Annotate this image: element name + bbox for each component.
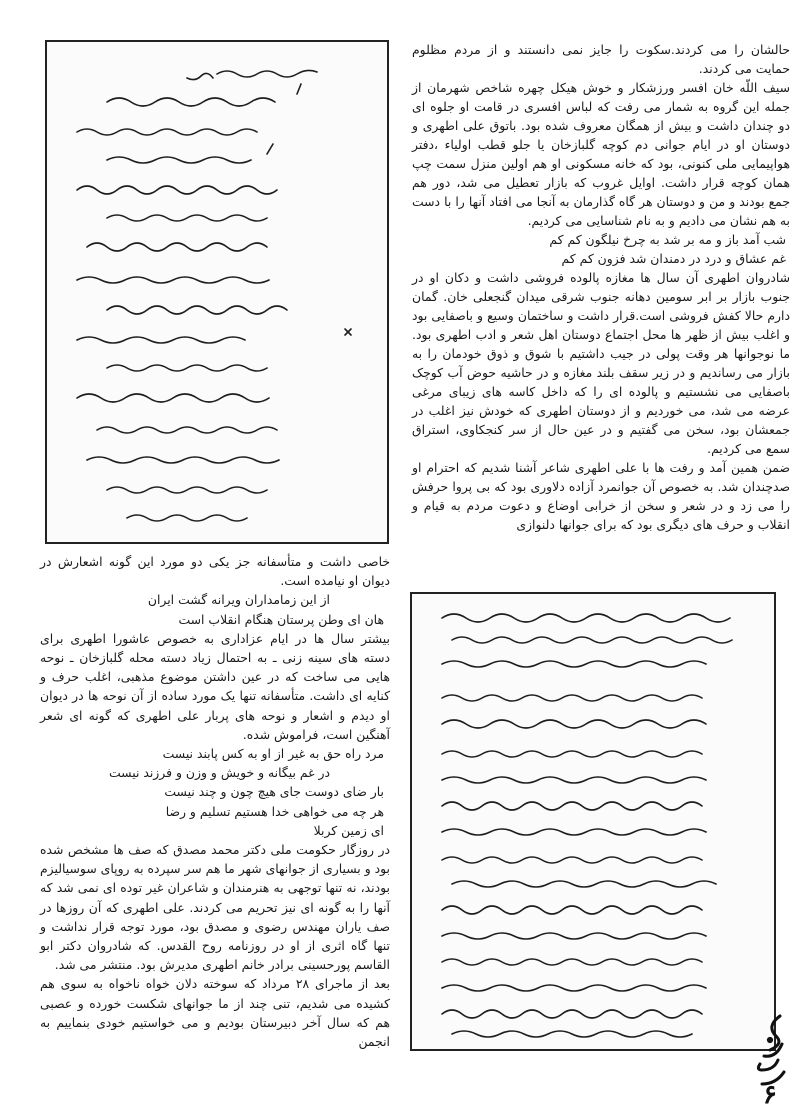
right-text-column bbox=[412, 40, 790, 534]
handwriting-scan-image bbox=[412, 594, 774, 1049]
right-paragraph-4: ضمن همین آمد و رفت ها با علی اطهری شاعر آشنا شدیم که احترام او صدچندان شد. به خصوص آن جوانمرد آزاده دلاوری بود که بی پروا حرفش را می زد و در شعر و سخن از خرابی اوضاع و دعوت مردم به قیام و انقلاب و حرف های دیگری بود که برای جوانها دلنوازی bbox=[412, 460, 790, 532]
left-paragraph-1: خاصی داشت و متأسفانه جز یکی دو مورد این گونه اشعارش در دیوان او نیامده است. bbox=[40, 554, 390, 589]
left-verse-2: هان ای وطن پرستان هنگام انقلاب است bbox=[178, 611, 384, 627]
page-number: ۶ bbox=[763, 1080, 777, 1110]
left-verse-4: در غم بیگانه و خویش و وزن و فرزند نیست bbox=[109, 765, 330, 781]
right-verse-2: غم عشاق و درد در دمندان شد فزون کم کم bbox=[561, 251, 786, 266]
kerman-calligraphy-logo-icon bbox=[752, 1010, 792, 1090]
magazine-logo bbox=[752, 1010, 792, 1090]
left-paragraph-2: بیشتر سال ها در ایام عزاداری به خصوص عاشورا اطهری برای دسته های سینه زنی ـ به احتمال زیاد دسته محله گلبازخان ـ نوحه هایی می ساخت که در عین داشتن موضوع مذهبی، اغلب حرف و کنایه ای داشت. متأسفانه تنها یک مورد ساده از آن نوحه ها در دیوان او دیدم و اشعار و نوحه های پربار علی اطهری که گونه ای شعر آهنگین است، فراموش شده. bbox=[40, 630, 390, 742]
right-verse-1: شب آمد باز و مه بر شد به چرخ نیلگون کم کم bbox=[549, 232, 786, 247]
left-paragraph-4: بعد از ماجرای ۲۸ مرداد که سوخته دلان خواه ناخواه به سوی هم کشیده می شدیم، تنی چند از ما جوانهای شکست خورده و عصبی هم که سال آخر دبیرستان بودیم و می خواستیم خودی بنماییم به انجمن bbox=[40, 976, 390, 1050]
left-verse-6: هر چه می خواهی خدا هستیم تسلیم و رضا bbox=[165, 803, 384, 819]
left-verse-7: ای زمین کربلا bbox=[313, 822, 384, 838]
right-paragraph-2: سیف اللّه خان افسر ورزشکار و خوش هیکل چهره شاخص شهرمان از جمله این گروه به شمار می رفت که لباس افسری در قامت او جلوه ای دو چندان داشت و بیش از همگان معروف شده بود. باتوق علی اطهری و دوستان او در ایام جوانی دم کوچه گلبازخان یا جلو قطب اولیاء ،دفتر هواپیمایی ملی کنونی، بود که خانه مسکونی او هم اولین منزل سمت چپ همان کوچه قرار داشت. اوایل غروب که بازار تعطیل می شد، دور هم جمع بودند و من و دوستان هر گاه گذارمان به آنجا می افتاد آنها را با دست به هم نشان می دادیم و به نام شناسایی می کردیم. bbox=[412, 80, 790, 228]
right-paragraph-1: حالشان را می کردند.سکوت را جایز نمی دانستند و از مردم مظلوم حمایت می کردند. bbox=[412, 42, 790, 76]
left-paragraph-3: در روزگار حکومت ملی دکتر محمد مصدق که صف ها مشخص شده بود و بسیاری از جوانهای شهر ما هم سر سپرده به روپای سوسیالیزم بودند، نه تنها توجهی به هنرمندان و شاعران غیر توده ای نمی شد که آنها را به گونه ای نیز تحریم می کردند. علی اطهری که آن روزها در صف یاران مهندس رضوی و مصدق بود، مورد توجه قرار نداشت و تنها گاه اثری از او در روزنامه روح القدس. که شادروان دکتر ابو القاسم پورحسینی برادر خانم اطهری مدیرش بود. منتشر می شد. bbox=[40, 842, 390, 973]
left-verse-1: از این زمامداران ویرانه گشت ایران bbox=[147, 592, 330, 608]
handwritten-poem-manuscript-2 bbox=[410, 592, 776, 1051]
handwriting-scan-image bbox=[47, 42, 387, 542]
left-text-column bbox=[40, 552, 390, 1051]
right-paragraph-3: شادروان اطهری آن سال ها مغازه پالوده فروشی داشت و دکان او در جنوب بازار بر ابر سومین دهانه جنوب شرقی میدان گنجعلی خان. گمان دارم حالا کفش فروشی است.قرار داشت و ساختمان وسیع و باصفایی بود و اغلب بیش از ظهر ها محل اجتماع دوستان اهل شعر و ادب اطهری بود. ما نوجوانها هر وقت پولی در جیب داشتیم با شوق و ذوق خودمان را به بازار می رساندیم و در زیر سقف بلند مغازه و در حاشیه حوض آب کوچک باصفایی می نشستیم و پالوده ای را که داخل کاسه های زیبای مرغی عرضه می شد، می خوردیم و از دوستان اطهری که خودش نیز اغلب در جمعشان بود، سخن می گفتیم و در عین حال از سر کنجکاوی، استراق سمع می کردیم. bbox=[412, 270, 790, 456]
left-verse-5: بار ضای دوست جای هیچ چون و چند نیست bbox=[164, 784, 384, 800]
handwritten-poem-manuscript-1 bbox=[45, 40, 389, 544]
left-verse-3: مرد راه حق به غیر از او به کس پابند نیست bbox=[162, 746, 384, 762]
